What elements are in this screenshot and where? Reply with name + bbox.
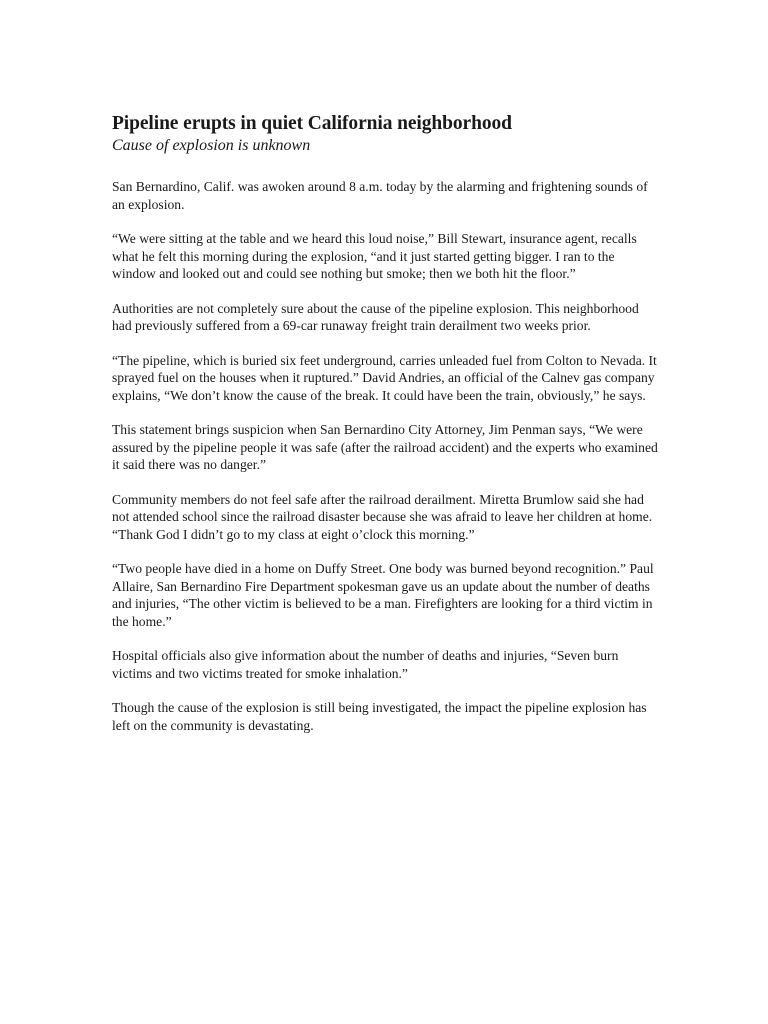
document-page [112,112,660,751]
paragraph-2: “We were sitting at the table and we heard this loud noise,” Bill Stewart, insurance agent, recalls what he felt this morning during the explosion, “and it just started getting bigger. I ran to the window and looked out and could see nothing but smoke; then we both hit the floor.” [112,231,637,281]
paragraph-9: Though the cause of the explosion is still being investigated, the impact the pipeline explosion has left on the community is devastating. [112,700,647,733]
paragraph-8: Hospital officials also give information about the number of deaths and injuries, “Seven burn victims and two victims treated for smoke inhalation.” [112,648,619,681]
paragraph-5: This statement brings suspicion when San Bernardino City Attorney, Jim Penman says, “We were assured by the pipeline people it was safe (after the railroad accident) and the experts who examined it said there was no danger.” [112,422,658,472]
paragraph-1: San Bernardino, Calif. was awoken around 8 a.m. today by the alarming and frightening sounds of an explosion. [112,179,648,212]
paragraph-4: “The pipeline, which is buried six feet underground, carries unleaded fuel from Colton to Nevada. It sprayed fuel on the houses when it ruptured.” David Andries, an official of the Calnev gas company explains, “We don’t know the cause of the break. It could have been the train, obviously,” he says. [112,352,657,403]
article-subheadline: Cause of explosion is unknown [112,137,311,154]
paragraph-6: Community members do not feel safe after the railroad derailment. Miretta Brumlow said she had not attended school since the railroad disaster because she was afraid to leave her children at home. “Thank God I didn’t go to my class at eight o’clock this morning.” [112,491,653,542]
paragraph-3: Authorities are not completely sure about the cause of the pipeline explosion. This neighborhood had previously suffered from a 69-car runaway freight train derailment two weeks prior. [112,300,639,333]
article-headline: Pipeline erupts in quiet California neighborhood [112,113,512,134]
paragraph-7: “Two people have died in a home on Duffy Street. One body was burned beyond recognition.” Paul Allaire, San Bernardino Fire Department spokesman gave us an update about the number of deaths and injuries, “The other victim is believed to be a man. Firefighters are looking for a third victim in the home.” [112,561,654,629]
